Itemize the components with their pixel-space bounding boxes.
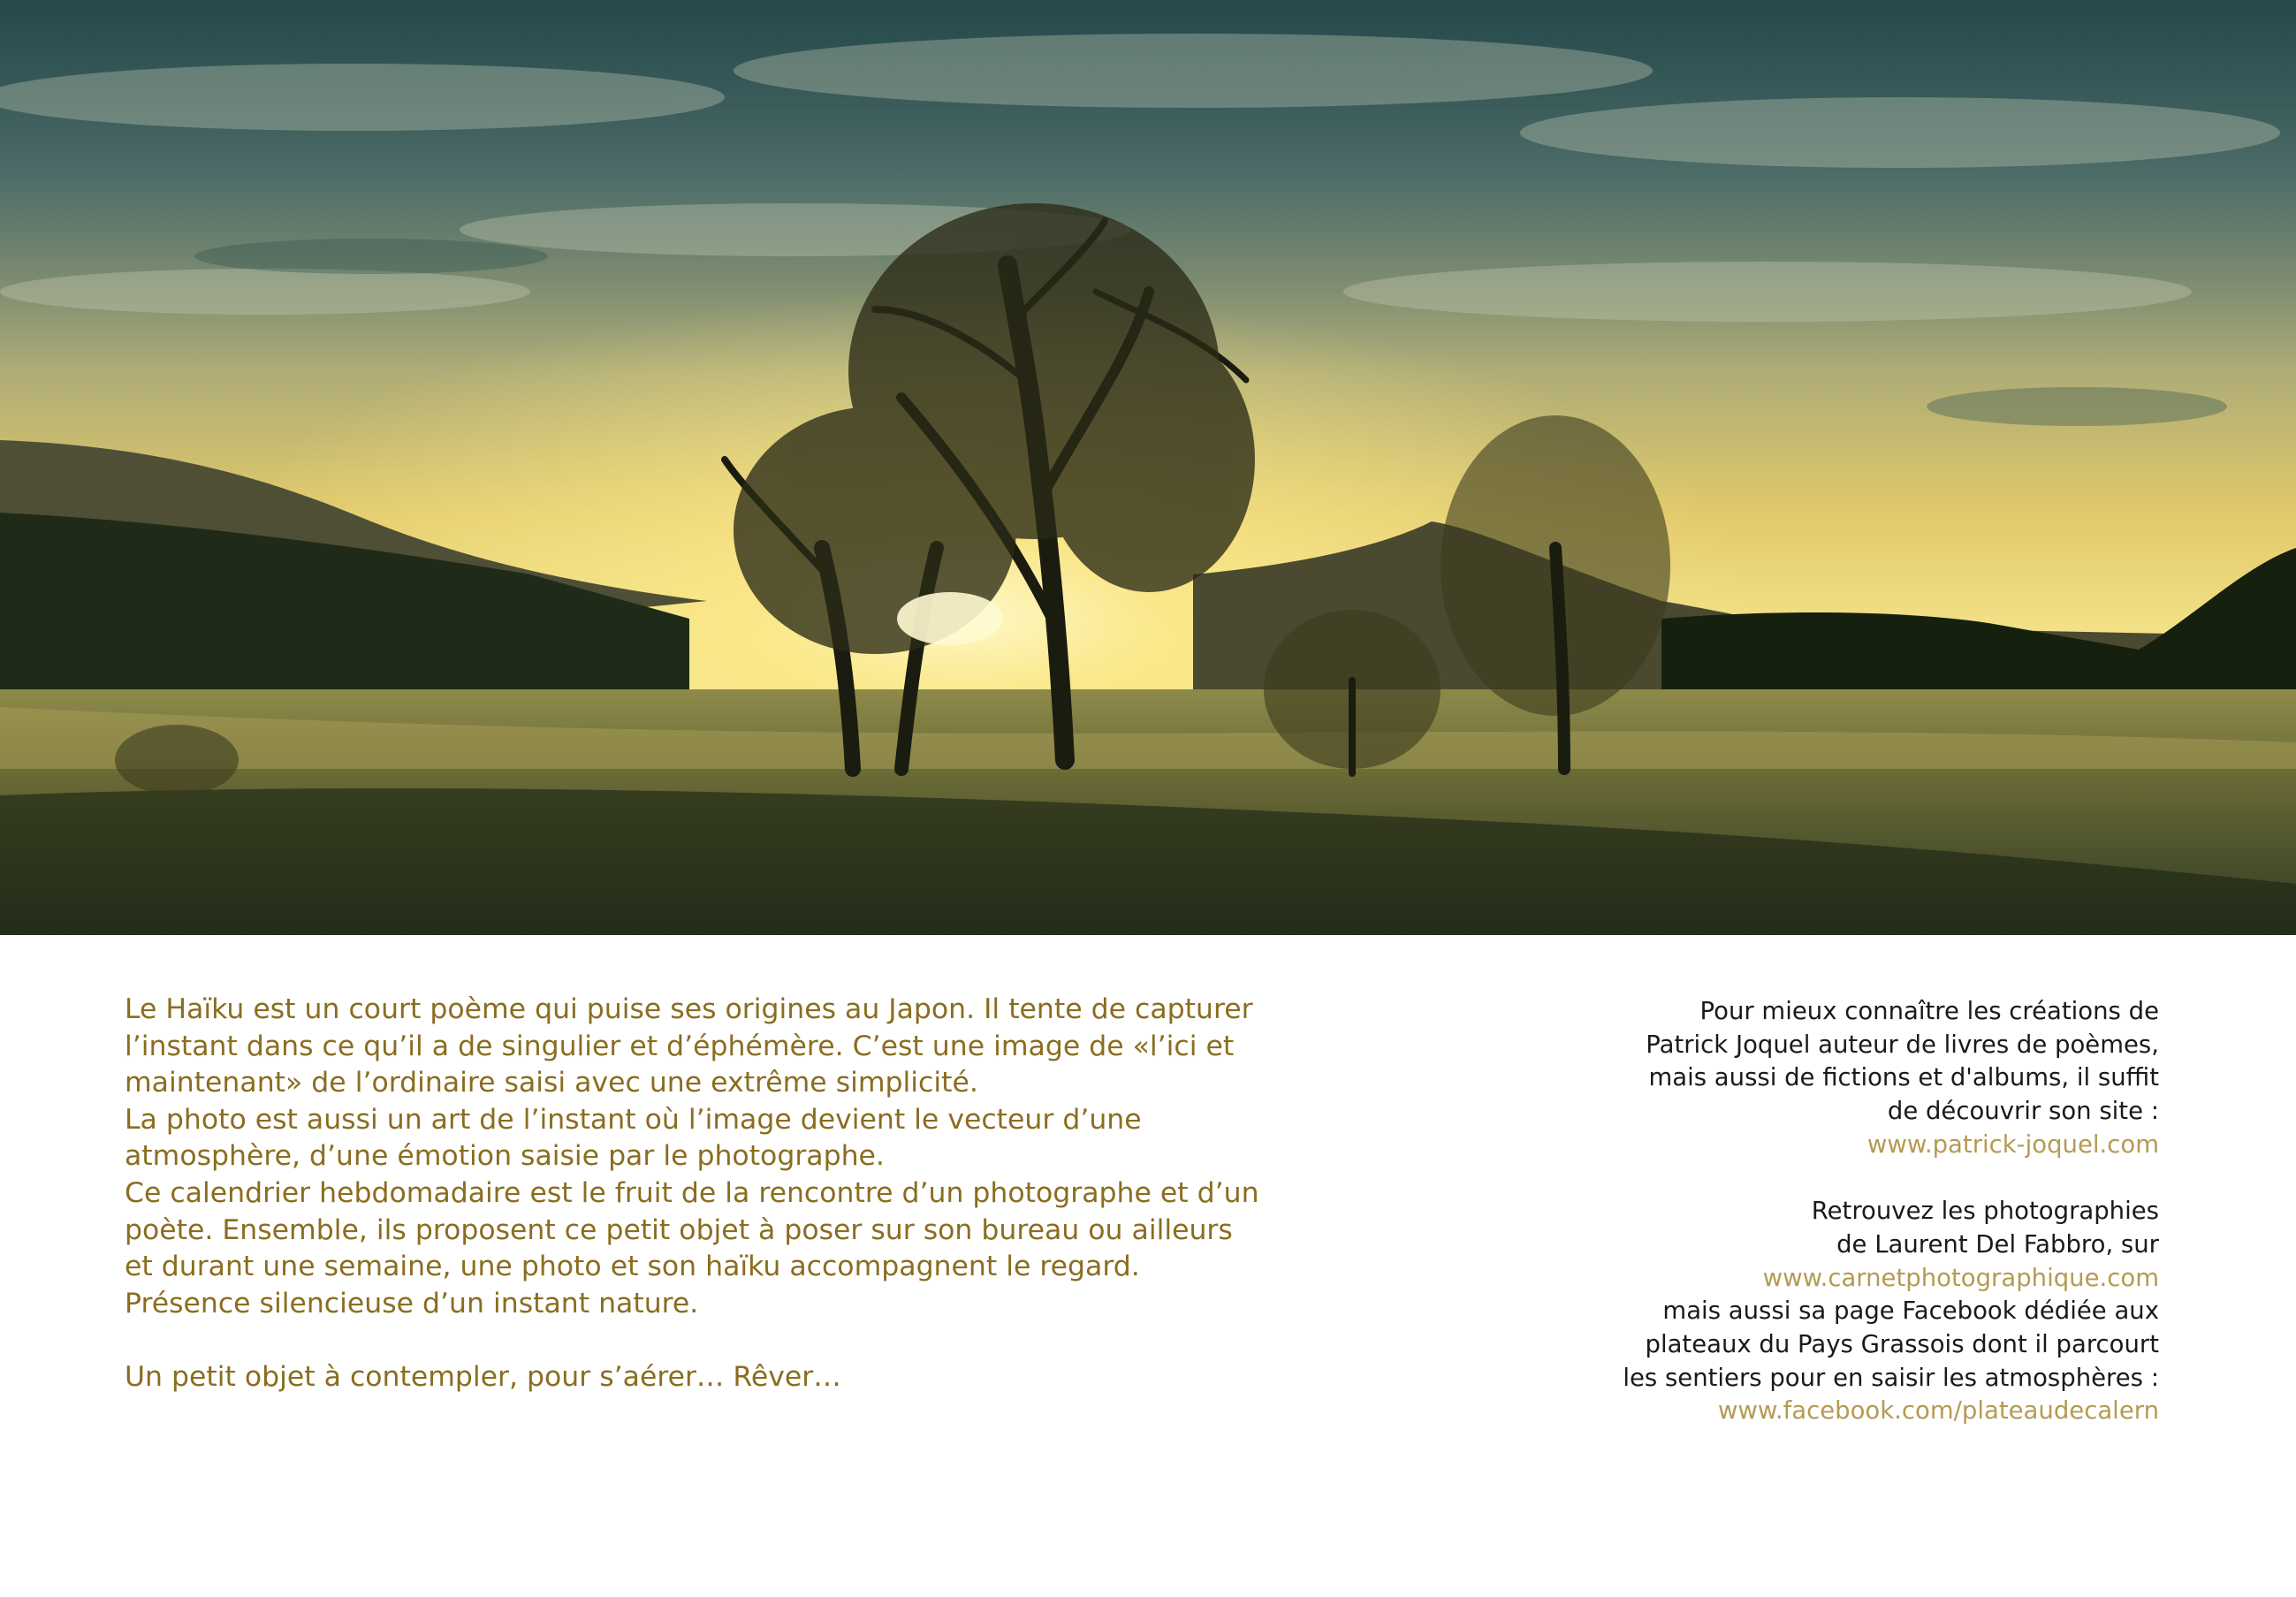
intro-line: et durant une semaine, une photo et son haïku accompagnent le regard. (125, 1251, 1140, 1283)
photographer-credit-line: plateaux du Pays Grassois dont il parcourt (1645, 1330, 2159, 1359)
photographer-credit-line: de Laurent Del Fabbro, sur (1836, 1229, 2159, 1259)
photographer-website-link[interactable]: www.carnetphotographique.com (1762, 1263, 2159, 1292)
intro-line: l’instant dans ce qu’il a de singulier et d’éphémère. C’est une image de «l’ici et (125, 1030, 1235, 1062)
poet-credit-line: Pour mieux connaître les créations de (1699, 997, 2159, 1025)
intro-line: Le Haïku est un court poème qui puise ses origines au Japon. Il tente de capturer (125, 993, 1253, 1025)
poet-website-link[interactable]: www.patrick-joquel.com (1866, 1129, 2159, 1159)
intro-line: maintenant» de l’ordinaire saisi avec une extrême simplicité. (125, 1067, 978, 1099)
poet-credit-line: mais aussi de fictions et d'albums, il suffit (1648, 1063, 2159, 1092)
poet-credit-line: Patrick Joquel auteur de livres de poèmes, (1646, 1030, 2159, 1059)
credits-spacer (1364, 1162, 2159, 1196)
intro-line: Ce calendrier hebdomadaire est le fruit de la rencontre d’un photographe et d’un (125, 1176, 1259, 1209)
paragraph-spacer (125, 1322, 1273, 1359)
intro-line: Présence silencieuse d’un instant nature. (125, 1287, 699, 1319)
photographer-credit-line: mais aussi sa page Facebook dédiée aux (1662, 1297, 2159, 1326)
credits-block (1364, 995, 2159, 1428)
photographer-credit-line: les sentiers pour en saisir les atmosphères : (1623, 1363, 2159, 1392)
photographer-credit-line: Retrouvez les photographies (1811, 1197, 2159, 1226)
intro-text (125, 992, 1273, 1396)
intro-line: atmosphère, d’une émotion saisie par le photographe. (125, 1140, 885, 1173)
intro-closing: Un petit objet à contempler, pour s’aérer… Rêver… (125, 1360, 841, 1393)
intro-line: La photo est aussi un art de l’instant où l’image devient le vecteur d’une (125, 1103, 1142, 1136)
intro-line: poète. Ensemble, ils proposent ce petit objet à poser sur son bureau ou ailleurs (125, 1213, 1233, 1246)
poet-credit-line: de découvrir son site : (1887, 1097, 2159, 1126)
facebook-page-link[interactable]: www.facebook.com/plateaudecalern (1717, 1396, 2159, 1426)
